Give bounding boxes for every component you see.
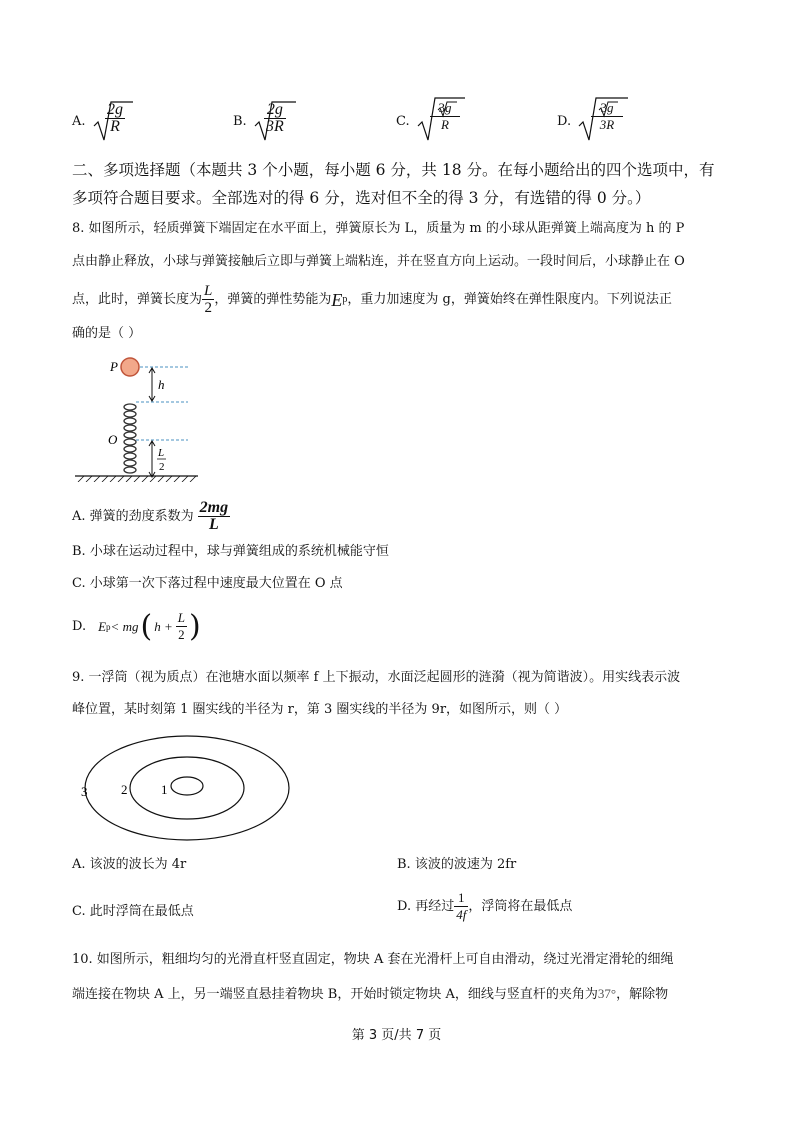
svg-text:3: 3	[81, 784, 88, 799]
q9-option-a: A. 该波的波长为 4r	[72, 857, 187, 872]
q7-option-a	[72, 112, 86, 132]
q7-b-fraction: $\frac{2g}{3R}$	[266, 101, 284, 135]
svg-text:O: O	[108, 432, 118, 447]
q9-option-b: B. 该波的波速为 2fr	[397, 857, 517, 872]
q8-option-c: C. 小球第一次下落过程中速度最大位置在 O 点	[72, 576, 343, 591]
1-over-4f-fraction: $\frac{1}{4f}$	[456, 890, 467, 922]
svg-text:1: 1	[161, 782, 168, 797]
label-p: P	[110, 359, 118, 374]
q10-stem-line2: 端连接在物块 A 上，另一端竖直悬挂着物块 B，开始时锁定物块 A，细线与竖直杆的夹角为37°，解除物	[72, 986, 669, 1002]
q10-stem-line1: 10. 如图所示，粗细均匀的光滑直杆竖直固定，物块 A 套在光滑杆上可自由滑动，绕过光滑定滑轮的细绳	[72, 952, 674, 967]
l-over-2-fraction: $\frac{L}{2}$	[204, 283, 213, 316]
svg-text:L: L	[158, 447, 165, 459]
q7-option-d: D.	[557, 114, 572, 129]
q8-stem-line1: 8. 如图所示，轻质弹簧下端固定在水平面上，弹簧原长为 L，质量为 m 的小球从距弹簧上端高度为 h 的 P	[72, 221, 685, 236]
q9-stem-line1: 9. 一浮筒（视为质点）在池塘水面以频率 f 上下振动，水面泛起圆形的涟漪（视为简谐波）。用实线表示波	[72, 670, 681, 685]
ball-icon	[121, 358, 139, 376]
q8-stem-line2: 点由静止释放，小球与弹簧接触后立即与弹簧上端粘连，并在竖直方向上运动。一段时间后，小球静止在 O	[72, 254, 685, 269]
q9-stem-line2: 峰位置，某时刻第 1 圈实线的半径为 r，第 3 圈实线的半径为 9r，如图所示，则（ ）	[72, 702, 568, 717]
q7-option-c: C.	[396, 114, 410, 129]
spring-icon	[124, 404, 136, 473]
q8-option-a: A. 弹簧的劲度系数为 $\frac{2mg}{L}$	[72, 499, 229, 533]
q9-option-c: C. 此时浮筒在最低点	[72, 904, 194, 919]
svg-text:2: 2	[121, 782, 128, 797]
section-heading: 二、多项选择题（本题共 3 个小题，每小题 6 分，共 18 分。在每小题给出的四个选项中，有	[72, 161, 715, 179]
option-letter: A.	[72, 114, 86, 129]
q8-stem-line4: 确的是（ ）	[72, 326, 142, 341]
q7-d-fraction: 3g 3R	[591, 100, 623, 133]
q8-option-b: B. 小球在运动过程中，球与弹簧组成的系统机械能守恒	[72, 544, 389, 559]
q7-c-fraction: 3g R	[430, 100, 460, 133]
q8-stem-line3: 点，此时，弹簧长度为 $\frac{L}{2}$ ，弹簧的弹性势能为 E p ，重力加速度为 g，弹簧始终在弹性限度内。下列说法正	[72, 283, 672, 316]
spring-ball-diagram	[70, 352, 210, 482]
svg-text:2: 2	[159, 461, 165, 473]
ripple-diagram	[75, 730, 325, 850]
page-footer: 第 3 页/共 7 页	[351, 1028, 442, 1043]
q7-option-b: B.	[233, 114, 247, 129]
q9-option-d: D. 再经过 $\frac{1}{4f}$ ，浮筒将在最低点	[397, 890, 573, 922]
q7-a-fraction: $\frac{2g}{R}$	[107, 101, 123, 135]
svg-text:h: h	[158, 377, 165, 392]
section-heading-line2: 多项符合题目要求。全部选对的得 6 分，选对但不全的得 3 分，有选错的得 0 分。）	[72, 189, 651, 207]
q8-option-d: D. E p < mg ( h + $\frac{L}{2}$ )	[72, 608, 201, 644]
2mg-over-l-fraction: $\frac{2mg}{L}$	[199, 499, 229, 533]
